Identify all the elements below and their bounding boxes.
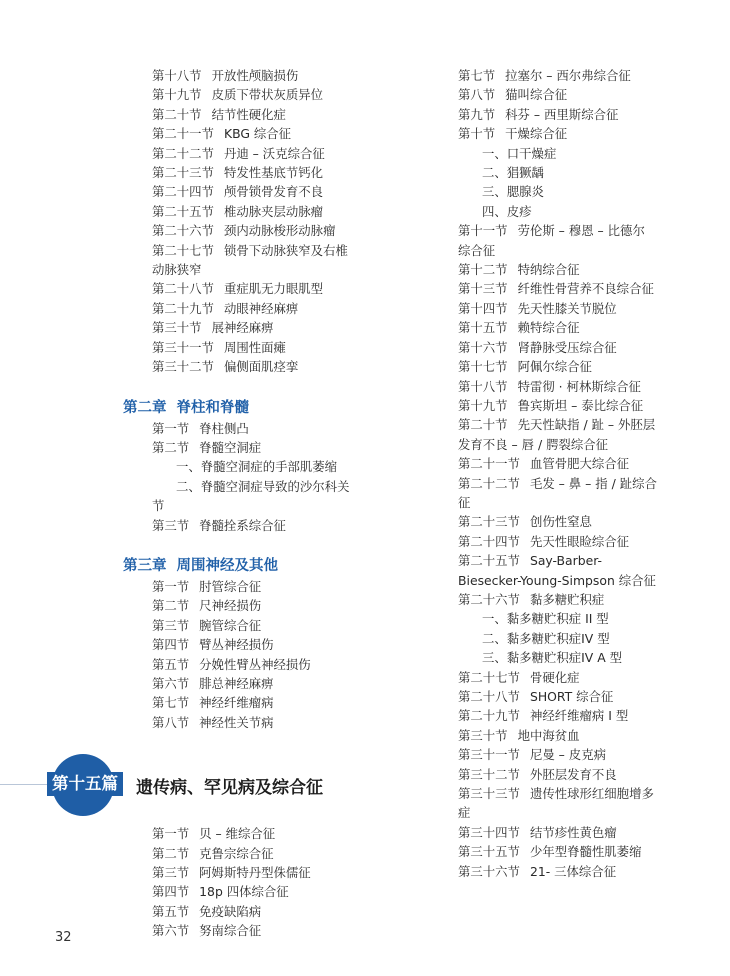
toc-item-title: 结节性硬化症	[211, 106, 286, 122]
chapter-heading[interactable]	[123, 555, 370, 577]
toc-item[interactable]	[458, 474, 690, 493]
toc-item[interactable]	[458, 338, 690, 357]
part-title: 遗传病、罕见病及综合征	[136, 778, 323, 799]
toc-item-title: 一、黏多糖贮积症 II 型	[482, 611, 609, 627]
toc-item-number: 第十五节	[458, 320, 508, 336]
toc-item-title: 颅骨锁骨发育不良	[223, 184, 324, 200]
toc-item-number: 第十七节	[458, 359, 508, 375]
toc-item-title: 神经纤维瘤病	[199, 695, 274, 711]
toc-item-number: 第二十一节	[458, 456, 520, 472]
toc-item-title: 三、黏多糖贮积症IV A 型	[482, 650, 622, 666]
toc-item-number: 第十节	[458, 126, 496, 142]
toc-item[interactable]	[458, 377, 690, 396]
toc-item-number: 第二十二节	[458, 475, 520, 491]
toc-item[interactable]	[152, 596, 370, 615]
toc-item[interactable]	[458, 85, 690, 104]
toc-item[interactable]	[152, 577, 370, 596]
toc-item[interactable]	[152, 357, 370, 376]
toc-item[interactable]	[458, 668, 690, 687]
toc-item-number: 第二十七节	[152, 242, 214, 258]
toc-item-title: 腕管综合征	[199, 617, 262, 633]
toc-item-title: KBG 综合征	[223, 126, 292, 142]
toc-item-title: 猫叫综合征	[505, 87, 568, 103]
toc-item-number: 第三十节	[458, 727, 508, 743]
toc-item-title: 二、黏多糖贮积症IV 型	[482, 630, 610, 646]
toc-item[interactable]	[458, 357, 690, 376]
toc-item-title: 尼曼 – 皮克病	[529, 747, 606, 763]
toc-item[interactable]	[152, 693, 370, 712]
toc-item[interactable]	[458, 454, 690, 473]
toc-item-title: 先天性缺指 / 趾 – 外胚层	[517, 417, 656, 433]
toc-item-title: 纤维性骨营养不良综合征	[517, 281, 654, 297]
toc-item[interactable]	[152, 863, 370, 882]
toc-item[interactable]	[152, 516, 370, 535]
toc-item-title: 神经纤维瘤病 I 型	[529, 708, 629, 724]
toc-subitem[interactable]	[458, 609, 690, 628]
toc-item-title: 21- 三体综合征	[529, 863, 617, 879]
toc-item-number: 第三十二节	[152, 359, 214, 375]
toc-item-title: 努南综合征	[199, 923, 262, 939]
toc-item[interactable]	[152, 182, 370, 201]
toc-item-title: 臂丛神经损伤	[199, 637, 274, 653]
toc-item[interactable]	[458, 299, 690, 318]
toc-subitem[interactable]	[152, 477, 370, 496]
toc-item-title: 尺神经损伤	[199, 598, 262, 614]
toc-subitem[interactable]	[458, 648, 690, 667]
toc-item[interactable]	[152, 163, 370, 182]
toc-item[interactable]	[152, 299, 370, 318]
toc-item-title: 贝 – 维综合征	[199, 826, 276, 842]
toc-item-title: 先天性膝关节脱位	[517, 300, 617, 316]
toc-subitem[interactable]	[458, 202, 690, 221]
toc-item-number: 第十六节	[458, 339, 508, 355]
toc-item[interactable]	[458, 551, 690, 570]
toc-item-title: 脊髓空洞症	[199, 439, 262, 455]
toc-item-number: 第一节	[152, 578, 190, 594]
toc-item[interactable]	[152, 241, 370, 260]
toc-item-title: 四、皮疹	[482, 203, 532, 219]
toc-item[interactable]	[458, 105, 690, 124]
toc-item[interactable]	[152, 882, 370, 901]
toc-item-title: 分娩性臂丛神经损伤	[199, 656, 311, 672]
toc-item-title: 创伤性窒息	[529, 514, 592, 530]
toc-item-title: 一、脊髓空洞症的手部肌萎缩	[176, 459, 338, 475]
toc-item-continuation[interactable]	[458, 493, 690, 512]
toc-item[interactable]	[458, 590, 690, 609]
toc-item[interactable]	[458, 687, 690, 706]
toc-item[interactable]	[458, 784, 690, 803]
toc-item-title: 肘管综合征	[199, 578, 262, 594]
toc-item-title: 地中海贫血	[517, 727, 580, 743]
toc-item[interactable]	[152, 655, 370, 674]
toc-item[interactable]	[458, 745, 690, 764]
toc-item-number: 第二十七节	[458, 669, 520, 685]
toc-item-number: 第二十八节	[152, 281, 214, 297]
toc-item-number: 第二十六节	[458, 591, 520, 607]
toc-item-title: 血管骨肥大综合征	[529, 456, 630, 472]
toc-item[interactable]	[458, 706, 690, 725]
toc-item[interactable]	[152, 844, 370, 863]
toc-item-continuation[interactable]	[152, 496, 370, 515]
toc-item-title: 二、猖獗龋	[482, 165, 544, 181]
toc-item-number: 第四节	[152, 884, 190, 900]
toc-item[interactable]	[458, 396, 690, 415]
toc-item-number: 第九节	[458, 106, 496, 122]
toc-item-title: 节	[152, 498, 165, 514]
toc-item-title: 肾静脉受压综合征	[517, 339, 617, 355]
toc-item-number: 第二十三节	[152, 165, 214, 181]
toc-item-number: 第七节	[458, 68, 496, 83]
toc-item-title: 椎动脉夹层动脉瘤	[223, 203, 324, 219]
toc-item-number: 第三节	[152, 517, 190, 533]
toc-item-title: 重症肌无力眼肌型	[223, 281, 324, 297]
toc-subitem[interactable]	[458, 182, 690, 201]
toc-item-number: 第二十五节	[458, 553, 520, 569]
toc-item[interactable]	[152, 338, 370, 357]
toc-item-title: 特发性基底节钙化	[223, 165, 324, 181]
toc-item-number: 第一节	[152, 420, 190, 436]
toc-item[interactable]	[152, 438, 370, 457]
toc-item-number: 第三十四节	[458, 824, 520, 840]
toc-item-title: 免疫缺陷病	[199, 903, 262, 919]
toc-item[interactable]	[458, 532, 690, 551]
toc-item-title: 骨硬化症	[529, 669, 580, 685]
toc-item-title: 开放性颅脑损伤	[211, 68, 299, 83]
toc-item[interactable]	[152, 635, 370, 654]
chapter-title: 周围神经及其他	[176, 557, 278, 574]
toc-item-number: 第二十九节	[458, 708, 520, 724]
toc-item-number: 第十八节	[458, 378, 508, 394]
toc-item-title: 干燥综合征	[505, 126, 568, 142]
toc-item-title: 展神经麻痹	[211, 320, 274, 336]
toc-subitem[interactable]	[458, 144, 690, 163]
toc-item[interactable]	[152, 616, 370, 635]
toc-item-number: 第八节	[152, 714, 190, 730]
toc-item[interactable]	[458, 726, 690, 745]
toc-item-number: 第二十节	[152, 106, 202, 122]
toc-section-list	[152, 66, 370, 377]
toc-item[interactable]	[458, 66, 690, 85]
toc-item-title: 丹迪 – 沃克综合征	[223, 145, 325, 161]
toc-item[interactable]	[458, 842, 690, 861]
toc-item[interactable]	[458, 512, 690, 531]
toc-item-number: 第二十六节	[152, 223, 214, 239]
toc-item-title: Biesecker-Young-Simpson 综合征	[458, 572, 656, 588]
toc-item-title: 毛发 – 鼻 – 指 / 趾综合	[529, 475, 657, 491]
toc-item-title: 劳伦斯 – 穆恩 – 比德尔	[517, 223, 645, 239]
toc-item-continuation[interactable]	[458, 803, 690, 822]
toc-item[interactable]	[458, 415, 690, 434]
toc-item-number: 第二十节	[458, 417, 508, 433]
toc-item-title: 动脉狭窄	[152, 262, 202, 278]
toc-item-number: 第十三节	[458, 281, 508, 297]
toc-item-title: 腓总神经麻痹	[199, 675, 274, 691]
toc-item-number: 第二十九节	[152, 300, 214, 316]
toc-item-number: 第三节	[152, 865, 190, 880]
toc-item-continuation[interactable]	[458, 241, 690, 260]
toc-item-number: 第二节	[152, 439, 190, 455]
toc-item[interactable]	[152, 105, 370, 124]
toc-item[interactable]	[458, 862, 690, 881]
toc-item-number: 第二十四节	[458, 533, 520, 549]
toc-item-number: 第二十二节	[152, 145, 214, 161]
toc-item[interactable]	[152, 202, 370, 221]
chapter-number: 第二章	[123, 399, 167, 416]
toc-item-number: 第三十二节	[458, 766, 520, 782]
toc-item-title: 拉塞尔 – 西尔弗综合征	[505, 68, 631, 83]
toc-subitem[interactable]	[458, 629, 690, 648]
toc-item[interactable]	[152, 824, 370, 843]
toc-right-column	[458, 66, 690, 881]
toc-item[interactable]	[152, 419, 370, 438]
toc-item[interactable]	[152, 318, 370, 337]
toc-item-title: 赖特综合征	[517, 320, 580, 336]
toc-item-continuation[interactable]	[458, 571, 690, 590]
toc-item-title: 科芬 – 西里斯综合征	[505, 106, 619, 122]
toc-item-title: 颈内动脉梭形动脉瘤	[223, 223, 336, 239]
toc-item[interactable]	[152, 279, 370, 298]
toc-item[interactable]	[458, 318, 690, 337]
chapter-heading[interactable]	[123, 397, 370, 419]
toc-subitem[interactable]	[152, 457, 370, 476]
toc-item-title: 周围性面瘫	[223, 339, 286, 355]
toc-item-continuation[interactable]	[152, 260, 370, 279]
toc-item-title: 偏侧面肌痉挛	[223, 359, 299, 375]
toc-item-title: 遗传性球形红细胞增多	[529, 786, 654, 802]
toc-item[interactable]	[458, 124, 690, 143]
toc-item[interactable]	[458, 221, 690, 240]
toc-item-number: 第八节	[458, 87, 496, 103]
toc-item-title: 皮质下带状灰质异位	[211, 87, 324, 103]
part-item-list	[152, 824, 370, 940]
toc-item-number: 第十四节	[458, 300, 508, 316]
toc-item[interactable]	[458, 260, 690, 279]
chapter-title: 脊柱和脊髓	[176, 399, 249, 416]
toc-item-title: 结节疹性黄色瘤	[529, 824, 617, 840]
toc-item-number: 第三节	[152, 617, 190, 633]
toc-item-number: 第五节	[152, 903, 190, 919]
toc-item-number: 第二十四节	[152, 184, 214, 200]
toc-item[interactable]	[458, 823, 690, 842]
toc-item-title: 阿佩尔综合征	[517, 359, 592, 375]
part-heading[interactable]	[0, 754, 360, 816]
toc-item-number: 第三十一节	[458, 747, 520, 763]
toc-item-number: 第五节	[152, 656, 190, 672]
toc-item-title: 神经性关节病	[199, 714, 274, 730]
toc-item[interactable]	[152, 66, 370, 85]
toc-item-number: 第三十三节	[458, 786, 520, 802]
toc-item-number: 第二节	[152, 598, 190, 614]
toc-item[interactable]	[152, 144, 370, 163]
toc-item[interactable]	[152, 85, 370, 104]
toc-item-number: 第三十五节	[458, 844, 520, 860]
toc-item-title: 二、脊髓空洞症导致的沙尔科关	[176, 478, 350, 494]
toc-item-number: 第二十五节	[152, 203, 214, 219]
toc-item-number: 第十八节	[152, 68, 202, 83]
toc-item-number: 第三十六节	[458, 863, 520, 879]
toc-item-title: Say-Barber-	[529, 553, 603, 569]
toc-item-continuation[interactable]	[458, 435, 690, 454]
toc-item[interactable]	[152, 902, 370, 921]
toc-item-title: 先天性眼睑综合征	[529, 533, 630, 549]
chapter-item-list	[152, 419, 370, 535]
toc-item-title: 克鲁宗综合征	[199, 845, 274, 861]
toc-item-title: 脊髓拴系综合征	[199, 517, 286, 533]
toc-item-title: 症	[458, 805, 471, 821]
toc-item[interactable]	[458, 279, 690, 298]
toc-item-title: 脊柱侧凸	[199, 420, 249, 436]
toc-item-title: 外胚层发育不良	[529, 766, 617, 782]
toc-item-number: 第十九节	[458, 397, 508, 413]
part-label: 第十五篇	[47, 772, 123, 796]
toc-item-number: 第六节	[152, 923, 190, 939]
toc-subitem[interactable]	[458, 163, 690, 182]
toc-item[interactable]	[152, 221, 370, 240]
toc-item[interactable]	[152, 674, 370, 693]
toc-item-title: 18p 四体综合征	[199, 884, 289, 900]
toc-item-number: 第三十一节	[152, 339, 214, 355]
toc-item-number: 第二十一节	[152, 126, 214, 142]
toc-item-title: 阿姆斯特丹型侏儒征	[199, 865, 311, 880]
toc-item[interactable]	[458, 765, 690, 784]
toc-item-title: 锁骨下动脉狭窄及右椎	[223, 242, 348, 258]
toc-item-number: 第十二节	[458, 262, 508, 278]
toc-item-title: 特纳综合征	[517, 262, 580, 278]
toc-item-title: 黏多糖贮积症	[529, 591, 605, 607]
toc-item-number: 第七节	[152, 695, 190, 711]
toc-item-number: 第二十八节	[458, 689, 520, 704]
chapter-item-list	[152, 577, 370, 732]
toc-item-number: 第二十三节	[458, 514, 520, 530]
toc-item[interactable]	[152, 124, 370, 143]
toc-item-title: 三、腮腺炎	[482, 184, 544, 200]
toc-item-number: 第十九节	[152, 87, 202, 103]
toc-item-title: 鲁宾斯坦 – 泰比综合征	[517, 397, 644, 413]
page-number: 32	[55, 930, 72, 945]
chapter-number: 第三章	[123, 557, 167, 574]
toc-item-number: 第一节	[152, 826, 190, 842]
toc-item[interactable]	[152, 713, 370, 732]
toc-item-title: 发育不良 – 唇 / 腭裂综合征	[458, 436, 609, 452]
toc-item[interactable]	[152, 921, 370, 940]
toc-item-number: 第四节	[152, 637, 190, 653]
toc-item-title: 一、口干燥症	[482, 145, 557, 161]
toc-item-number: 第二节	[152, 845, 190, 861]
toc-item-number: 第三十节	[152, 320, 202, 336]
part-divider	[0, 784, 54, 785]
toc-item-title: 动眼神经麻痹	[223, 300, 299, 316]
toc-item-title: 征	[458, 494, 471, 510]
toc-item-title: 少年型脊髓性肌萎缩	[529, 844, 642, 860]
toc-item-number: 第十一节	[458, 223, 508, 239]
toc-item-number: 第六节	[152, 675, 190, 691]
toc-item-title: 特雷彻 · 柯林斯综合征	[517, 378, 641, 394]
toc-item-title: 综合征	[458, 242, 496, 258]
toc-item-title: SHORT 综合征	[529, 689, 614, 704]
